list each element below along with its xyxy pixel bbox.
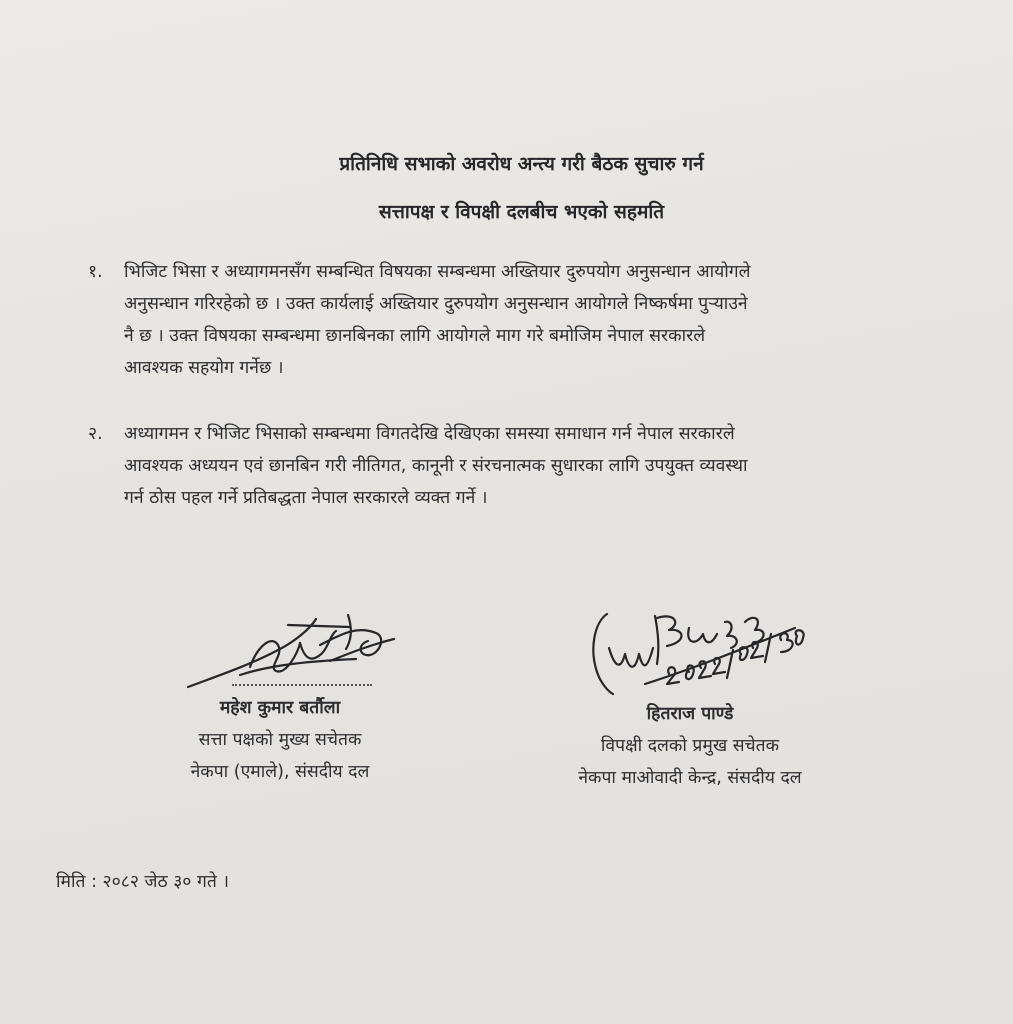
signatory-2-role: विपक्षी दलको प्रमुख सचेतक <box>600 736 780 756</box>
signatory-1-party: नेकपा (एमाले), संसदीय दल <box>190 762 370 782</box>
clause-2-line-2: आवश्यक अध्ययन एवं छानबिन गरी नीतिगत, कानूनी र संरचनात्मक सुधारका लागि उपयुक्त व्यवस्था <box>124 456 748 476</box>
clause-1-number: १. <box>88 262 103 282</box>
signatory-2-name: हितराज पाण्डे <box>646 704 734 724</box>
clause-2-line-3: गर्न ठोस पहल गर्ने प्रतिबद्धता नेपाल सरकारले व्यक्त गर्ने । <box>124 488 488 508</box>
clause-1-line-2: अनुसन्धान गरिरहेको छ । उक्त कार्यलाई अख्तियार दुरुपयोग अनुसन्धान आयोगले निष्कर्षमा पुऱ्याउने <box>124 294 748 314</box>
clause-1-text-1: भिजिट भिसा र अध्यागमनसँग सम्बन्धित विषयका सम्बन्धमा अख्तियार दुरुपयोग अनुसन्धान आयोगले <box>124 262 751 282</box>
signatory-2-party: नेकपा माओवादी केन्द्र, संसदीय दल <box>578 768 802 788</box>
document-title-line-1: प्रतिनिधि सभाको अवरोध अन्त्य गरी बैठक सुचारु गर्न <box>339 153 704 175</box>
signature-2-image <box>585 588 815 703</box>
signatory-1 <box>150 692 410 788</box>
signature-1-image <box>180 605 410 695</box>
signature-1-dotted-line <box>232 684 372 686</box>
clause-1-line-4: आवश्यक सहयोग गर्नेछ । <box>124 358 284 378</box>
clause-1 <box>88 256 948 384</box>
clause-2-number: २. <box>88 424 103 444</box>
clause-1-line-3: नै छ । उक्त विषयका सम्बन्धमा छानबिनका लागि आयोगले माग गरे बमोजिम नेपाल सरकारले <box>124 326 706 346</box>
clause-1-line-1 <box>88 256 948 288</box>
clause-2-text-1: अध्यागमन र भिजिट भिसाको सम्बन्धमा विगतदेखि देखिएका समस्या समाधान गर्न नेपाल सरकारले <box>124 424 735 444</box>
document-title-line-2: सत्तापक्ष र विपक्षी दलबीच भएको सहमति <box>378 201 665 223</box>
signatory-1-role: सत्ता पक्षको मुख्य सचेतक <box>198 730 362 750</box>
signatory-2 <box>520 698 860 794</box>
document-date: मिति : २०८२ जेठ ३० गते । <box>56 872 229 892</box>
signatory-1-name: महेश कुमार बर्तौला <box>219 698 341 718</box>
clause-2-line-1 <box>88 418 948 450</box>
clause-2 <box>88 418 948 514</box>
